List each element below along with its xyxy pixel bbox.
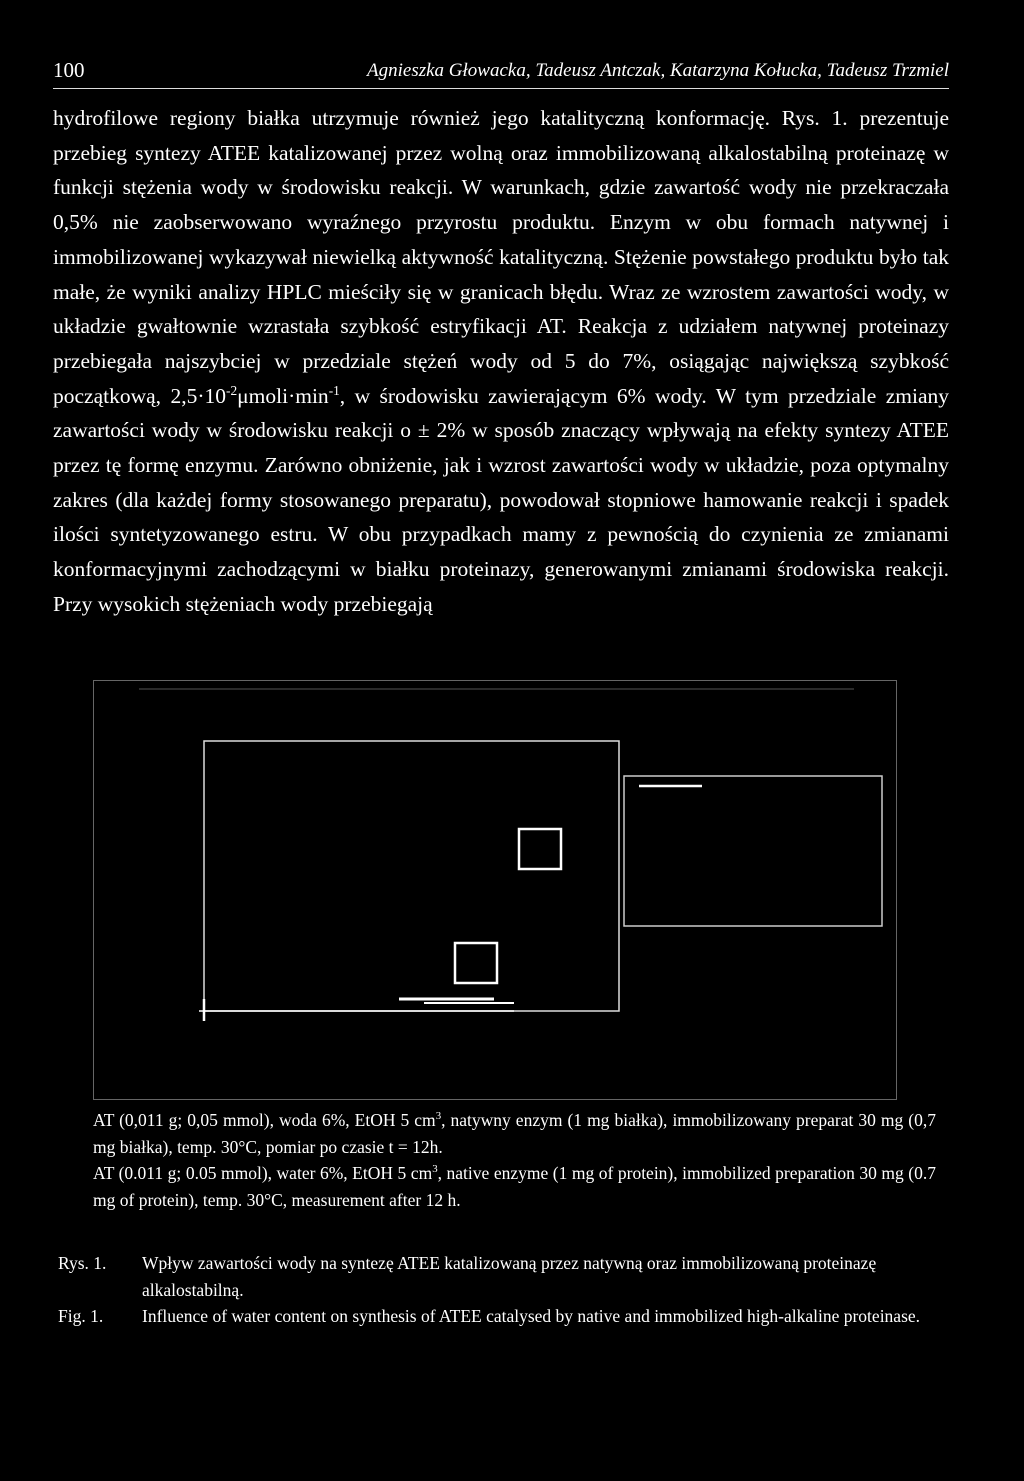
caption-pl-text: Wpływ zawartości wody na syntezę ATEE katalizowaną przez natywną oraz immobilizowaną proteinazę alkalostabilną.: [142, 1253, 877, 1300]
figure-1-chart: [93, 680, 897, 1100]
body-paragraph: [53, 101, 949, 622]
running-head: Agnieszka Głowacka, Tadeusz Antczak, Katarzyna Kołucka, Tadeusz Trzmiel: [367, 60, 949, 81]
body-unit: μmoli·min: [237, 383, 329, 408]
legend-box: [624, 776, 882, 926]
exponent-2: -1: [328, 382, 340, 398]
figure-captions: [58, 1250, 958, 1330]
conditions-pl-b: , natywny enzym (1 mg białka), immobilizowany preparat 30 mg (0,7 mg białka), temp. 30°C, pomiar po czasie t = 12h.: [93, 1110, 937, 1157]
caption-pl-label: Rys. 1.: [58, 1253, 107, 1273]
caption-pl: [58, 1250, 958, 1303]
caption-en-text: Influence of water content on synthesis of ATEE catalysed by native and immobilized high-alkaline proteinase.: [142, 1306, 921, 1326]
page-header: [53, 58, 949, 89]
conditions-pl: [93, 1107, 936, 1160]
body-text-part-2: , w środowisku zawierającym 6% wody. W tym przedziale zmiany zawartości wody w środowisku reakcji o ± 2% w sposób znaczący wpływają na efekty syntezy ATEE przez tę formę enzymu. Zarówno obniżenie, jak i wzrost zawartości wody w układzie, poza optymalny zakres (dla każdej formy stosowanego preparatu), powodował stopniowe hamowanie reakcji i spadek ilości syntetyzowanego estru. W obu przypadkach mamy z pewnością do czynienia ze zmianami konformacyjnymi zachodzącymi w białku proteinazy, generowanymi zmianami środowiska reakcji. Przy wysokich stężeniach wody przebiegają: [53, 383, 949, 616]
figure-graphic: [94, 681, 896, 1099]
plot-frame: [204, 741, 619, 1011]
body-text-part-1: hydrofilowe regiony białka utrzymuje również jego katalityczną konformację. Rys. 1. prezentuje przebieg syntezy ATEE katalizowanej przez wolną oraz immobilizowaną alkalostabilną proteinazę w funkcji stężenia wody w środowisku reakcji. W warunkach, gdzie zawartość wody nie przekraczała 0,5% nie zaobserwowano wyraźnego przyrostu produktu. Enzym w obu formach natywnej i immobilizowanej wykazywał niewielką aktywność katalityczną. Stężenie powstałego produktu było tak małe, że wyniki analizy HPLC mieściły się w granicach błędu. Wraz ze wzrostem zawartości wody, w układzie gwałtownie wzrastała szybkość estryfikacji AT. Reakcja z udziałem natywnej proteinazy przebiegała najszybciej w przedziale stężeń wody od 5 do 7%, osiągając największą szybkość początkową, 2,5·10: [53, 106, 949, 408]
experimental-conditions: [93, 1107, 936, 1213]
square-marker: [519, 829, 561, 869]
exponent-1: -2: [226, 382, 238, 398]
conditions-pl-a: AT (0,011 g; 0,05 mmol), woda 6%, EtOH 5 cm: [93, 1110, 436, 1130]
conditions-en-sup: 3: [432, 1163, 438, 1176]
square-marker: [455, 943, 497, 983]
caption-en-label: Fig. 1.: [58, 1306, 104, 1326]
body-text: [53, 101, 949, 622]
conditions-en: [93, 1160, 936, 1213]
caption-en: [58, 1303, 958, 1330]
conditions-pl-sup: 3: [435, 1110, 442, 1123]
conditions-en-b: , native enzyme (1 mg of protein), immobilized preparation 30 mg (0.7 mg of protein), temp. 30°C, measurement after 12 h.: [93, 1163, 936, 1210]
page-number: 100: [53, 58, 85, 82]
conditions-en-a: AT (0.011 g; 0.05 mmol), water 6%, EtOH 5 cm: [93, 1163, 433, 1183]
